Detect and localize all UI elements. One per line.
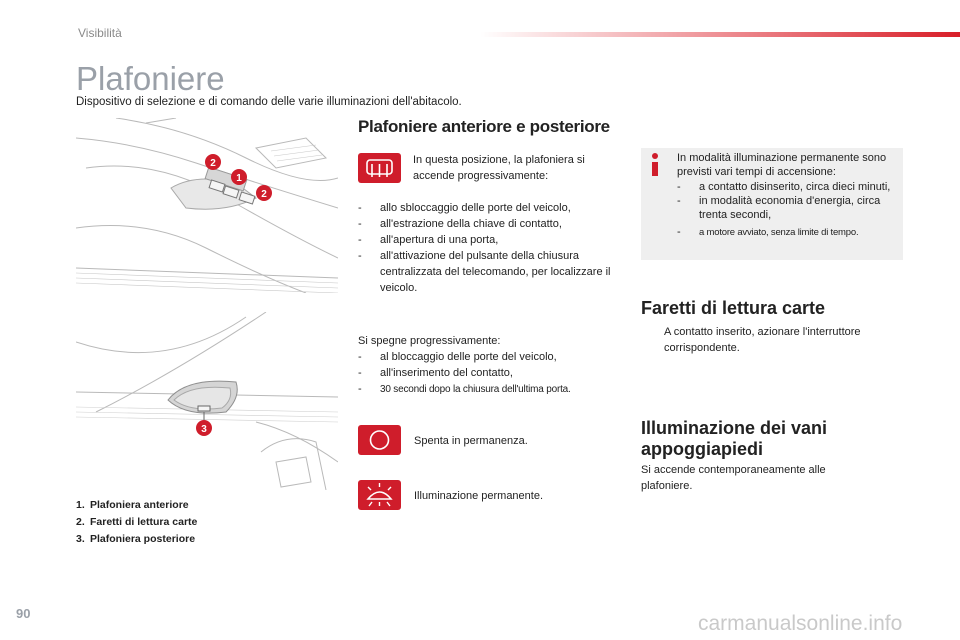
- svg-text:3: 3: [201, 424, 207, 435]
- svg-text:2: 2: [261, 189, 267, 200]
- footwell-heading: Illuminazione dei vani appoggiapiedi: [641, 418, 828, 459]
- page-title: Plafoniere: [76, 60, 225, 97]
- callout-2-left: [205, 154, 221, 170]
- off-position-text: Spenta in permanenza.: [414, 435, 528, 447]
- list-item: - all'attivazione del pulsante della chiusura centralizzata del telecomando, per localizzare il veicolo.: [358, 250, 611, 294]
- page-number: 90: [16, 606, 31, 621]
- callout-2-right: [256, 185, 272, 201]
- list-item: - allo sbloccaggio delle porte del veicolo,: [358, 202, 571, 214]
- off-intro-text: Si spegne progressivamente:: [358, 335, 501, 347]
- svg-text:1: 1: [236, 173, 242, 184]
- list-item: - all'apertura di una porta,: [358, 234, 499, 246]
- list-item: - 30 secondi dopo la chiusura dell'ultima porta.: [358, 383, 571, 395]
- section-label: Visibilità: [78, 26, 122, 40]
- legend-item: 3. Plafoniera posteriore: [76, 533, 196, 545]
- info-list: [677, 180, 899, 240]
- list-item: - in modalità economia d'energia, circa trenta secondi,: [677, 195, 881, 221]
- info-intro-text: In modalità illuminazione permanente sono previsti vari tempi di accensione:: [677, 152, 887, 178]
- list-item: - a contatto disinserito, circa dieci minuti,: [677, 181, 891, 193]
- reading-lamps-text: A contatto inserito, azionare l'interruttore corrispondente.: [664, 326, 861, 354]
- illustration-legend: [76, 497, 197, 548]
- list-item: - all'inserimento del contatto,: [358, 367, 513, 379]
- permanent-position-text: Illuminazione permanente.: [414, 490, 544, 502]
- reading-lamps-heading: Faretti di lettura carte: [641, 298, 826, 318]
- front-rear-heading: Plafoniere anteriore e posteriore: [358, 117, 610, 136]
- watermark: carmanualsonline.info: [698, 612, 903, 635]
- permanent-position-icon: [358, 480, 401, 510]
- legend-item: 2. Faretti di lettura carte: [76, 516, 198, 528]
- list-item: - a motore avviato, senza limite di tempo.: [677, 226, 859, 238]
- rear-ceiling-illustration: [76, 312, 338, 490]
- on-conditions-list: [358, 200, 620, 296]
- door-position-text: In questa posizione, la plafoniera si accende progressivamente:: [413, 154, 585, 182]
- off-conditions-list: [358, 349, 628, 398]
- door-position-icon: [358, 153, 401, 183]
- page-subtitle: Dispositivo di selezione e di comando delle varie illuminazioni dell'abitacolo.: [76, 96, 462, 108]
- callout-1: [231, 169, 247, 185]
- off-position-icon: [358, 425, 401, 455]
- front-ceiling-illustration: [76, 118, 338, 293]
- footwell-text: Si accende contemporaneamente alle plafoniere.: [641, 464, 826, 492]
- legend-item: 1. Plafoniera anteriore: [76, 499, 189, 511]
- header-accent-bar: [480, 32, 960, 37]
- info-icon: [648, 152, 662, 178]
- list-item: - all'estrazione della chiave di contatto,: [358, 218, 562, 230]
- list-item: - al bloccaggio delle porte del veicolo,: [358, 351, 557, 363]
- svg-text:2: 2: [210, 158, 216, 169]
- callout-3: [196, 420, 212, 436]
